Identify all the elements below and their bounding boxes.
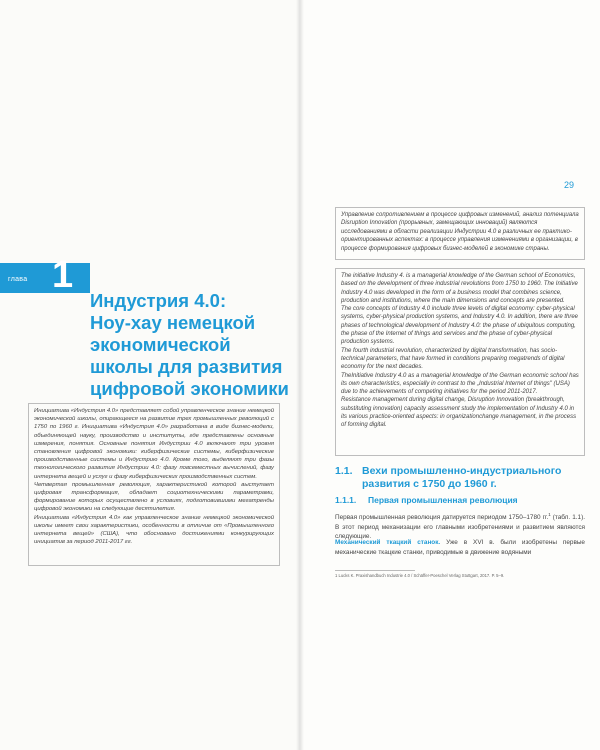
body-paragraph — [335, 538, 585, 557]
chapter-title-line: Индустрия 4.0: — [90, 290, 227, 311]
english-paragraph: TheInitiative Industry 4.0 as a managerial knowledge of the German economic school has its own characteristics, especially in contrast to the „Industrial Internet of things" (USA) due to the achievements of competing initiatives for the period 2011-2017. — [341, 372, 579, 396]
english-paragraph: The core concepts of Industry 4.0 include three levels of digital economy: cyber-physical systems, cyber-physical production systems, and Industry 4.0. In addition, there are three phases of technological development of Industry 4.0: the phase of ubiquitous computing, the phase of the Internet of things and services and the phase of cyber-physical production systems. — [341, 306, 579, 346]
chapter-title-line: Ноу-хау немецкой — [90, 312, 256, 333]
english-paragraph: The initiative Industry 4. is a managerial knowledge of the German school of Economics, based on the development of three industrial revolutions from 1750 to 1960. The Initiative Industry 4.0 was developed in the form of a business model that combines science, production and institutions, where the main dimensions and concepts are presented. — [341, 273, 578, 304]
body-text-continuation: (табл. 1.1). В этот период механизации его главными изобретениями и развитием являются следующие. — [335, 514, 585, 541]
footnote: 1 Lucks K. Praxishandbuch Industrie 4.0 / Schäffer-Poeschel Verlag Stuttgart, 2017. P. 5–9. — [335, 573, 505, 578]
chapter-title-line: экономической — [90, 334, 231, 355]
body-text-start: Первая промышленная революция датируется периодом 1750–1780 гг. — [335, 514, 549, 522]
book-spine — [296, 0, 304, 750]
russian-abstract-box — [28, 403, 280, 566]
chapter-label: глава — [8, 276, 28, 283]
english-abstract-box — [335, 268, 585, 456]
section-number: 1.1. — [335, 465, 353, 477]
page-number: 29 — [564, 180, 575, 190]
english-paragraph: The fourth industrial revolution, characterized by digital transformation, has socio-technical parameters, that have formed in conditions preparing megatrends of digital economy for the next decades. — [341, 347, 565, 371]
chapter-title — [90, 290, 290, 400]
abstract-paragraph: Управление сопротивлением в процессе цифровых изменений, анализ потенциала Disruption Innovation (прорывных, замещающих инноваций) являются исследованиями в области реализации Индустрии 4.0 в различных ее практико-ориентированных аспектах: в процессе управления изменениями в организации, в процессе формирования цифровых бизнес-моделей в экономике страны. — [341, 212, 579, 252]
abstract-paragraph: Четвертая промышленная революция, характеристикой которой выступает цифровая трансформация, обладает социотехническими параметрами, формирование которых осуществлено в условиях, подготовившими мегатренды цифровой экономики на следующие десятилетия. — [34, 481, 274, 513]
footnote-reference: 1 — [548, 512, 551, 517]
section-title: Вехи промышленно-индустриального развития с 1750 до 1960 г. — [362, 465, 562, 490]
footnote-divider — [335, 570, 415, 571]
body-text: Уже в XVI в. были изобретены первые механические ткацкие станки, приводимые в движение водяными — [335, 539, 585, 556]
chapter-title-line: цифровой экономики — [90, 378, 289, 399]
chapter-number: 1 — [52, 254, 74, 296]
chapter-title-line: школы для развития — [90, 356, 283, 377]
subsection-title: Первая промышленная революция — [368, 495, 518, 505]
abstract-paragraph: Инициатива «Индустрия 4.0» представляет собой управленческое знание немецкой экономической школы, опирающееся на развитие трех промышленных революций с 1750 по 1960 г. Инициатива «Индустрия 4.0» разработана в виде бизнес-модели, объединяющей науку, производство и институты, где представлены основные измерения, понятия. Основные понятия Индустрии 4.0 включают три уровня становления цифровой экономики: киберфизические системы, киберфизические производственные системы и Индустрию 4.0. Кроме того, выделяют три фазы технологического развития Индустрии 4.0: фазу повсеместных вычислений, фазу интернета вещей и услуг и фазу киберфизических производственных систем. — [34, 408, 274, 480]
subsection-number: 1.1.1. — [335, 495, 357, 505]
english-paragraph: Resistance management during digital change, Disruption Innovation (breakthrough, substituting innovation) capacity assessment study the implementation of Industry 4.0 in its various practice-oriented aspects: in organizationchange management, in the process of forming digital. — [341, 397, 577, 429]
russian-abstract-continuation-box — [335, 207, 585, 260]
abstract-paragraph: Инициатива «Индустрия 4.0» как управленческое знание немецкой экономической школы имеет свои характеристики, особенности в отличие от «Промышленного интернета вещей» (США), что обосновано достижениями конкурирующих инициатив за период 2011-2017 гг. — [34, 514, 274, 546]
highlighted-term: Механический ткацкий станок. — [335, 539, 441, 546]
